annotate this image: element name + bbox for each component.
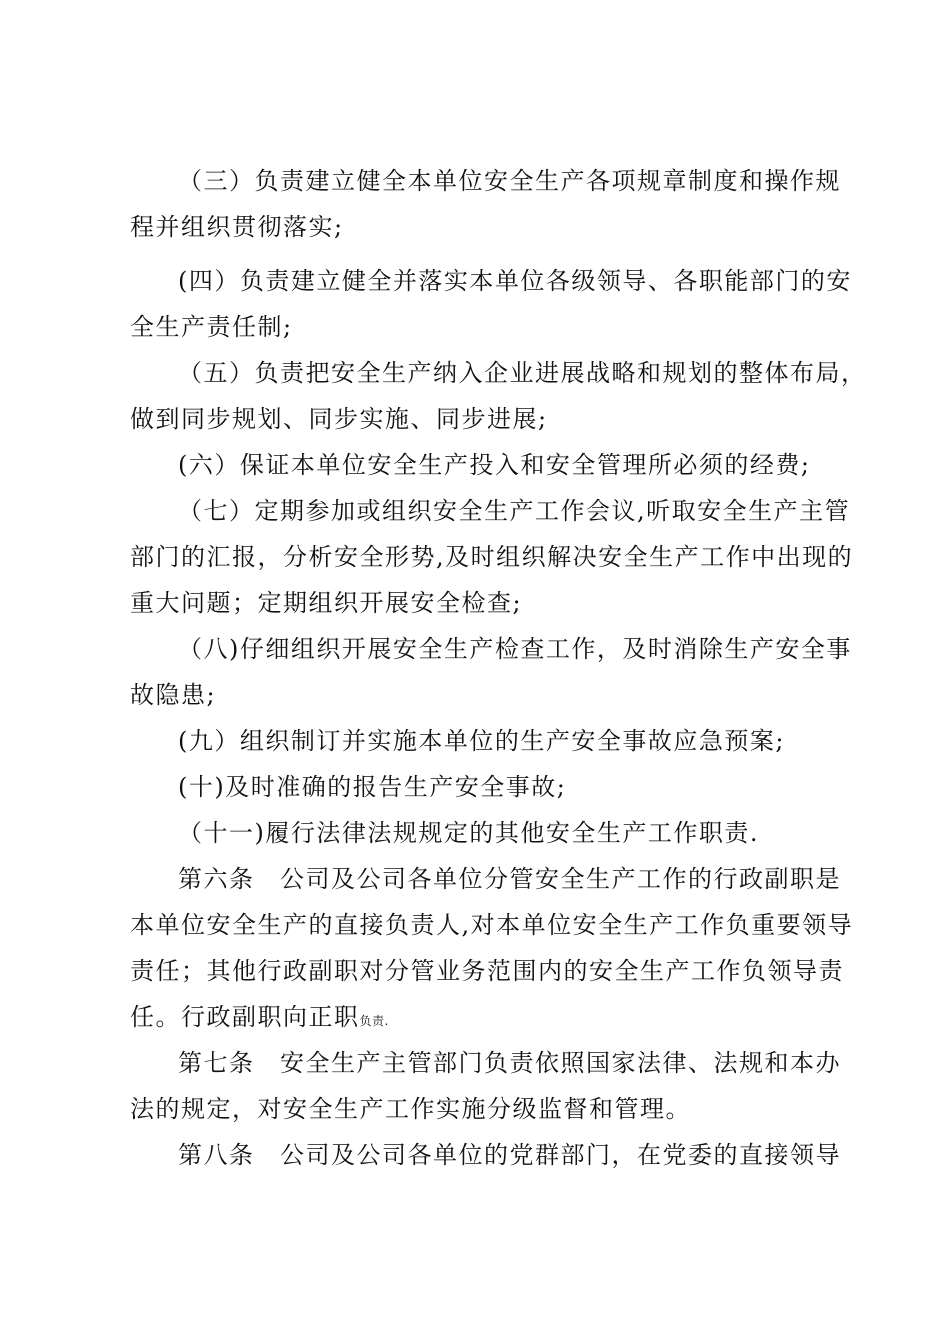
paragraph-line: 责任；其他行政副职对分管业务范围内的安全生产工作负领导责: [130, 957, 844, 985]
paragraph-line: 做到同步规划、同步实施、同步进展;: [130, 405, 548, 433]
paragraph-line-with-small-tail: [130, 994, 389, 1040]
article-7-line: 第七条 安全生产主管部门负责依照国家法律、法规和本办: [178, 1049, 841, 1077]
paragraph-line: （七）定期参加或组织安全生产工作会议,听取安全生产主管: [178, 497, 851, 525]
article-8-line: 第八条 公司及公司各单位的党群部门，在党委的直接领导: [178, 1141, 841, 1169]
article-6-line: 第六条 公司及公司各单位分管安全生产工作的行政副职是: [178, 865, 841, 893]
paragraph-line: (四）负责建立健全并落实本单位各级领导、各职能部门的安: [178, 267, 852, 295]
paragraph-line: 故隐患;: [130, 681, 217, 709]
paragraph-line: (六）保证本单位安全生产投入和安全管理所必须的经费;: [178, 451, 811, 479]
paragraph-text: 任。行政副职向正职: [130, 1003, 360, 1031]
paragraph-line: 部门的汇报，分析安全形势,及时组织解决安全生产工作中出现的: [130, 543, 854, 571]
paragraph-line: （五）负责把安全生产纳入企业进展战略和规划的整体布局，: [178, 359, 867, 387]
paragraph-line: 重大问题；定期组织开展安全检查;: [130, 589, 523, 617]
paragraph-line: （八)仔细组织开展安全生产检查工作，及时消除生产安全事: [178, 635, 852, 663]
paragraph-line: (十)及时准确的报告生产安全事故;: [178, 773, 567, 801]
paragraph-line: 法的规定，对安全生产工作实施分级监督和管理。: [130, 1095, 691, 1123]
paragraph-line: (九）组织制订并实施本单位的生产安全事故应急预案;: [178, 727, 785, 755]
paragraph-line: （十一)履行法律法规规定的其他安全生产工作职责.: [178, 819, 759, 847]
small-tail-text: 负责.: [359, 1014, 389, 1028]
paragraph-line: （三）负责建立健全本单位安全生产各项规章制度和操作规: [178, 167, 841, 195]
paragraph-line: 全生产责任制;: [130, 313, 293, 341]
paragraph-line: 程并组织贯彻落实;: [130, 213, 344, 241]
paragraph-line: 本单位安全生产的直接负责人,对本单位安全生产工作负重要领导: [130, 911, 854, 939]
